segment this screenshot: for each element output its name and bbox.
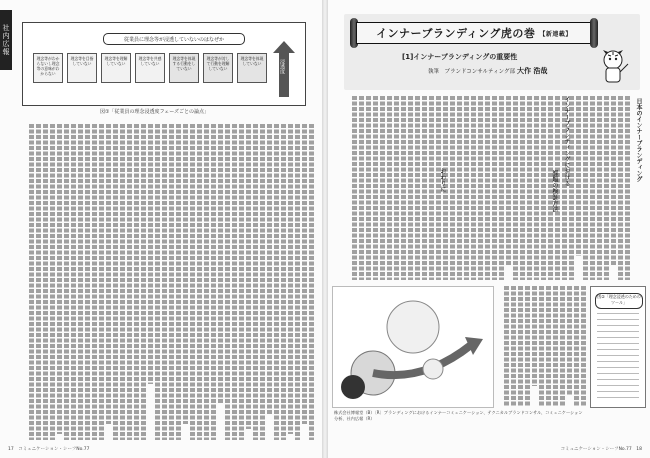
- concept-diagram-graphic: [333, 287, 493, 407]
- figure-caption: 図①「従業員の理念浸透度フェーズごとの論点」: [100, 109, 209, 115]
- series-title-text: インナーブランディング虎の巻: [376, 27, 536, 40]
- right-body-text-lower: [498, 286, 586, 406]
- right-page: [328, 0, 650, 458]
- section-tab: 社内広報: [0, 10, 12, 70]
- right-body-text-upper: [338, 96, 630, 280]
- figure-box-2: 理念等を目指していない: [67, 53, 97, 83]
- phase-figure: [22, 22, 306, 106]
- article-subtitle: [1]インナーブランディングの重要性: [402, 53, 518, 61]
- concept-diagram: [332, 286, 494, 408]
- figure-box-6: 理念等が対して行動を理解していない: [203, 53, 233, 83]
- left-page: [0, 0, 322, 458]
- author-line: [428, 66, 547, 76]
- series-title: [356, 22, 592, 44]
- figure-box-3: 理念等を理解していない: [101, 53, 131, 83]
- right-page-footer: コミュニケーション・シーフNo.77 18: [560, 447, 642, 452]
- sidebox-title: 図②「理念浸透のためのツール」: [595, 293, 643, 309]
- sidebox-list: [597, 313, 639, 401]
- figure-box-5: 理念等を体現する行動をしていない: [169, 53, 199, 83]
- figure-box-7: 理念等を体現していない: [237, 53, 267, 83]
- left-page-footer: 17 コミュニケーション・シーフNo.77: [8, 447, 90, 452]
- figure-box-4: 理念等を共感していない: [135, 53, 165, 83]
- tools-sidebox: [590, 286, 646, 408]
- left-body-text: [14, 124, 314, 440]
- scroll-roll-right-icon: [590, 18, 598, 48]
- figure-box-1: 理念等がわからないし理念等の意味がわからない: [33, 53, 63, 83]
- diagram-caption: 株式会社博報堂（B）〔R〕ブランディングにおけるインナーコミュニケーション、テクニカルブランドコンサル、コミュニケーション分析、社内広報（R）: [334, 410, 583, 421]
- section-head-1: 日本のインナーブランディング: [635, 98, 642, 182]
- title-banner: [356, 22, 592, 44]
- author-name: 大作 浩哉: [516, 67, 548, 75]
- arrow-label: 浸透度: [279, 59, 285, 74]
- figure-title: 従業員に理念等が浸透していないのはなぜか: [103, 33, 245, 45]
- tiger-mascot-icon: [596, 48, 630, 84]
- author-department: 執筆 ブランドコンサルティング部: [428, 69, 515, 75]
- new-series-tag: 【新連載】: [539, 30, 572, 38]
